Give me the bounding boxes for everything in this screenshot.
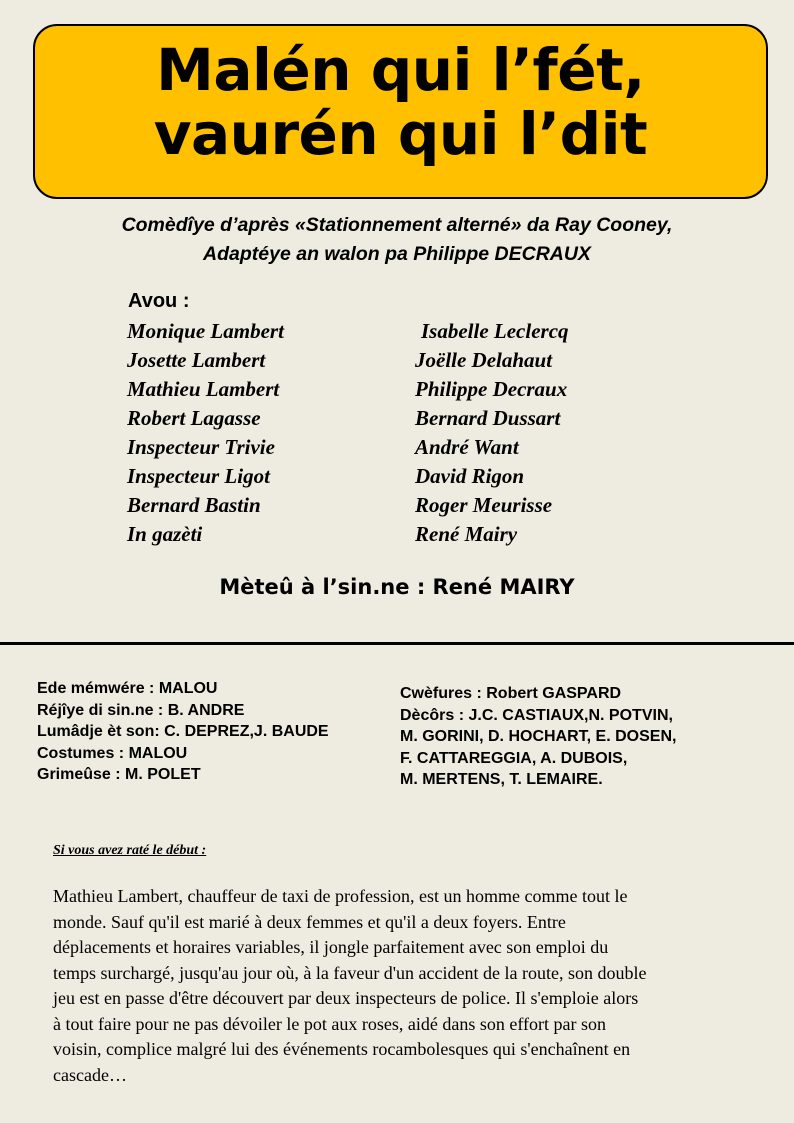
crew-credit: Costumes : MALOU [37, 744, 188, 762]
cast-actor: Isabelle Leclercq [421, 319, 569, 343]
crew-credit: Cwèfures : Robert GASPARD [400, 685, 622, 702]
synopsis-heading: Si vous avez raté le début : [53, 843, 207, 858]
synopsis-line: jeu est en passe d'être découvert par deux inspecteurs de police. Il s'emploie alors [53, 988, 639, 1008]
crew-credit: M. GORINI, D. HOCHART, E. DOSEN, [400, 728, 677, 745]
synopsis-line: à tout faire pour ne pas dévoiler le pot aux roses, aidé dans son effort par son [53, 1013, 606, 1034]
cast-actors-column [415, 317, 569, 549]
synopsis-paragraph [53, 884, 763, 1088]
cast-role: Inspecteur Trivie [127, 435, 275, 459]
synopsis-line: cascade… [53, 1064, 127, 1085]
director-credit: Mèteû à l’sin.ne : René MAIRY [219, 575, 575, 599]
cast-role: Robert Lagasse [127, 406, 261, 430]
title-line-2: vaurén qui l’dit [153, 100, 648, 168]
synopsis-line: voisin, complice malgré lui des événements rocambolesques qui s'enchaînent en [53, 1039, 631, 1059]
cast-role: Bernard Bastin [127, 493, 261, 517]
synopsis-line: monde. Sauf qu'il est marié à deux femmes et qu'il a deux foyers. Entre [53, 911, 566, 932]
cast-role: In gazèti [127, 522, 203, 546]
cast-actor: Roger Meurisse [415, 493, 553, 517]
crew-credit: Dècôrs : J.C. CASTIAUX,N. POTVIN, [400, 706, 673, 724]
title-banner [33, 24, 768, 199]
subtitle-line-1: Comèdîye d’après «Stationnement alterné» da Ray Cooney, [121, 214, 673, 236]
cast-heading: Avou : [128, 290, 190, 312]
crew-credit: Réjîye di sin.ne : B. ANDRE [37, 701, 245, 719]
crew-credit: F. CATTAREGGIA, A. DUBOIS, [400, 749, 628, 767]
title-line-1: Malén qui l’fét, [156, 36, 645, 104]
synopsis-line: temps surchargé, jusqu'au jour où, à la faveur d'un accident de la route, son double [53, 962, 647, 983]
cast-actor: David Rigon [415, 464, 525, 488]
cast-role: Inspecteur Ligot [127, 464, 270, 488]
crew-right-column [400, 683, 676, 791]
cast-actor: André Want [415, 435, 519, 459]
cast-role: Josette Lambert [127, 348, 266, 372]
crew-credit: Lumâdje èt son: C. DEPREZ,J. BAUDE [37, 723, 329, 740]
crew-left-column [37, 678, 329, 786]
crew-credit: M. MERTENS, T. LEMAIRE. [400, 771, 603, 788]
cast-actor: Bernard Dussart [415, 406, 561, 430]
crew-credit: Ede mémwére : MALOU [37, 680, 218, 697]
synopsis-line: déplacements et horaires variables, il jongle parfaitement avec son emploi du [53, 937, 609, 957]
cast-role: Monique Lambert [127, 319, 284, 343]
cast-role: Mathieu Lambert [127, 377, 280, 401]
cast-actor: Philippe Decraux [415, 377, 568, 401]
subtitle-line-2: Adaptéye an walon pa Philippe DECRAUX [203, 243, 591, 265]
cast-actor: René Mairy [415, 522, 518, 546]
cast-actor: Joëlle Delahaut [415, 348, 553, 372]
crew-credit: Grimeûse : M. POLET [37, 766, 201, 783]
section-divider [0, 642, 794, 645]
cast-roles-column [127, 317, 284, 549]
synopsis-line: Mathieu Lambert, chauffeur de taxi de profession, est un homme comme tout le [53, 886, 628, 906]
